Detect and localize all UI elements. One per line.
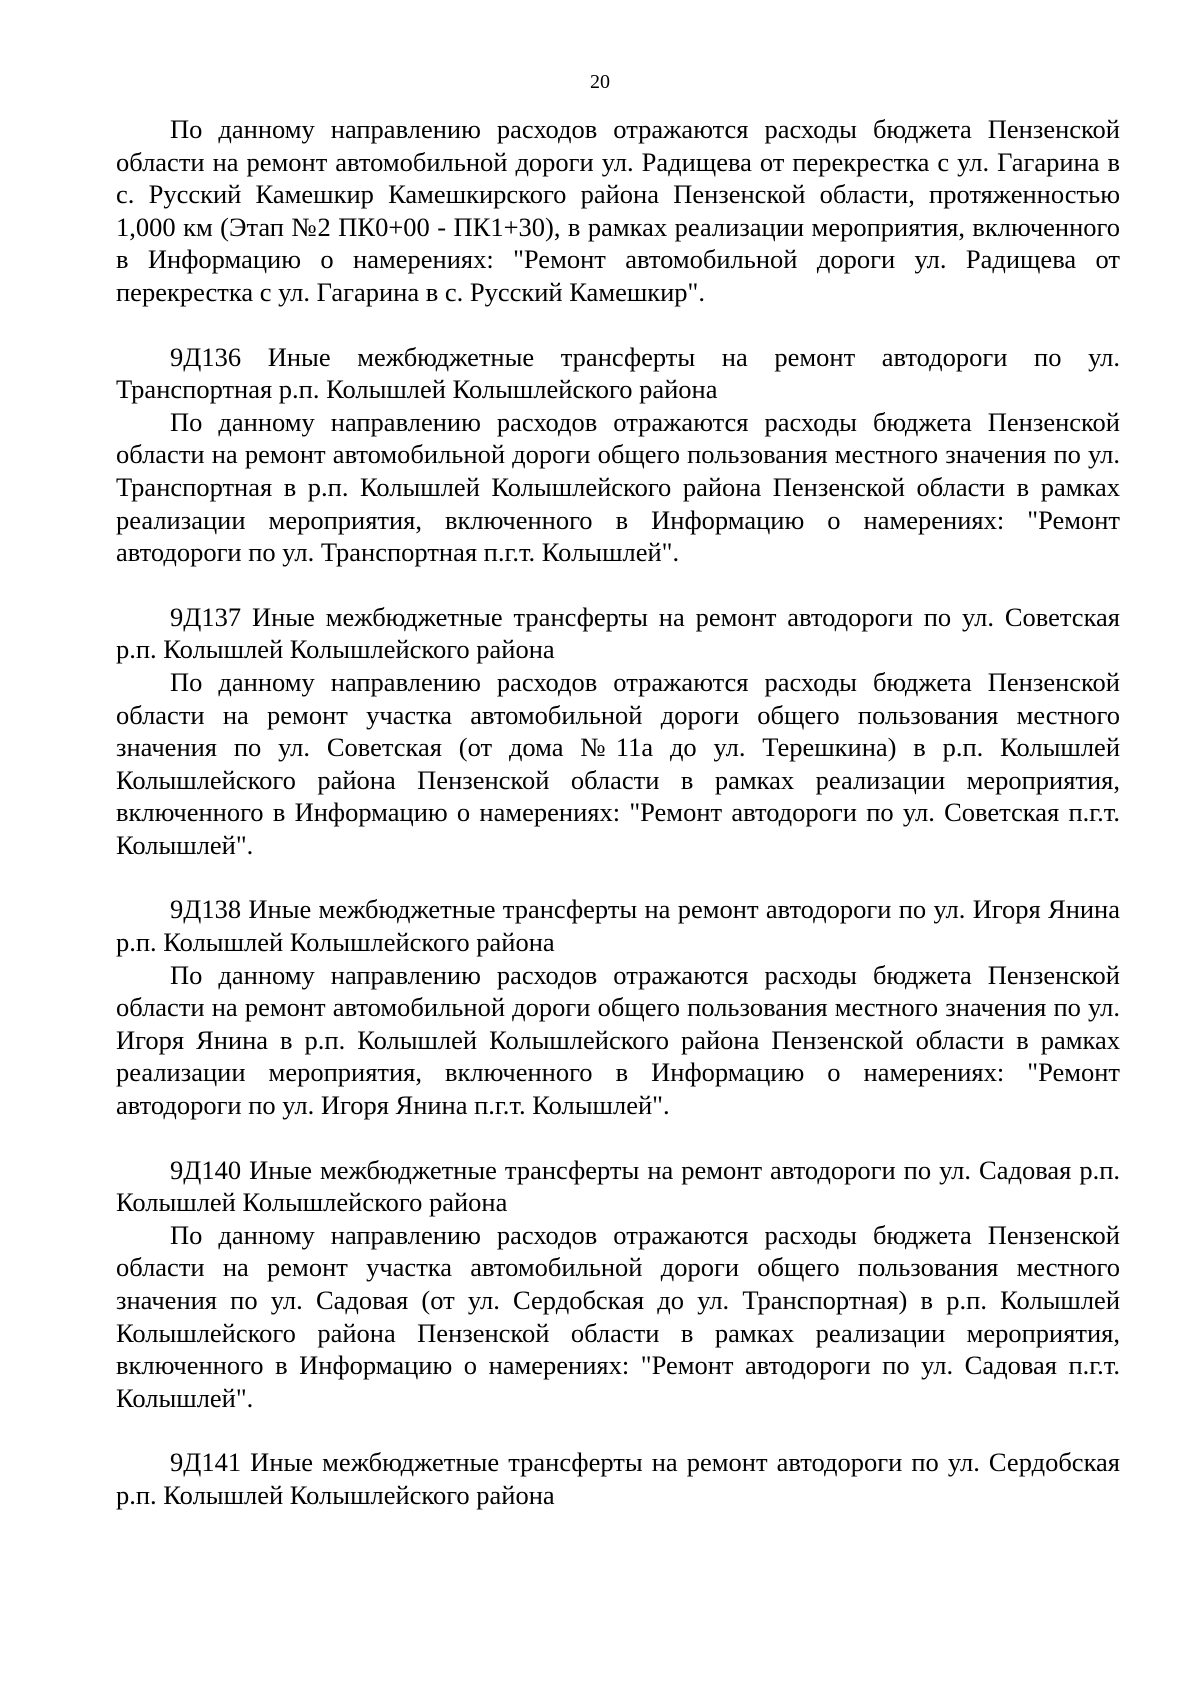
section-5-heading: 9Д141 Иные межбюджетные трансферты на ремонт автодороги по ул. Сердобская р.п. Колышлей Колышлейского района [116,1447,1120,1510]
section-2-body: По данному направлению расходов отражаются расходы бюджета Пензенской области на ремонт участка автомобильной дороги общего пользования местного значения по ул. Советская (от дома №11а до ул. Терешкина) в р.п. Колышлей Колышлейского района Пензенской области в рамках реализации мероприятия, включенного в Информацию о намерениях: "Ремонт автодороги по ул. Советская п.г.т. Колышлей". [116,666,1120,860]
document-body [116,113,1120,1512]
section-1-heading: 9Д136 Иные межбюджетные трансферты на ремонт автодороги по ул. Транспортная р.п. Колышлей Колышлейского района [116,341,1120,405]
section-4-body: По данному направлению расходов отражаются расходы бюджета Пензенской области на ремонт участка автомобильной дороги общего пользования местного значения по ул. Садовая (от ул. Сердобская до ул. Транспортная) в р.п. Колышлей Колышлейского района Пензенской области в рамках реализации мероприятия, включенного в Информацию о намерениях: "Ремонт автодороги по ул. Садовая п.г.т. Колышлей". [116,1219,1120,1413]
section-2-heading: 9Д137 Иные межбюджетные трансферты на ремонт автодороги по ул. Советская р.п. Колышлей Колышлейского района [116,601,1120,665]
paragraph-gap [116,309,1120,341]
section-0-body: По данному направлению расходов отражаются расходы бюджета Пензенской области на ремонт автомобильной дороги ул. Радищева от перекрестка с ул. Гагарина в с. Русский Камешкир Камешкирского района Пензенской области, протяженностью 1,000 км (Этап №2 ПК0+00 - ПК1+30), в рамках реализации мероприятия, включенного в Информацию о намерениях: "Ремонт автомобильной дороги ул. Радищева от перекрестка с ул. Гагарина в с. Русский Камешкир". [116,114,1120,307]
paragraph-gap [116,569,1120,601]
section-3-body: По данному направлению расходов отражаются расходы бюджета Пензенской области на ремонт автомобильной дороги общего пользования местного значения по ул. Игоря Янина в р.п. Колышлей Колышлейского района Пензенской области в рамках реализации мероприятия, включенного в Информацию о намерениях: "Ремонт автодороги по ул. Игоря Янина п.г.т. Колышлей". [116,959,1120,1121]
section-1-body: По данному направлению расходов отражаются расходы бюджета Пензенской области на ремонт автомобильной дороги общего пользования местного значения по ул. Транспортная в р.п. Колышлей Колышлейского района Пензенской области в рамках реализации мероприятия, включенного в Информацию о намерениях: "Ремонт автодороги по ул. Транспортная п.г.т. Колышлей". [116,406,1120,568]
paragraph-gap [116,1414,1120,1446]
page-number: 20 [590,71,610,93]
paragraph-gap [116,1122,1120,1154]
section-3-heading: 9Д138 Иные межбюджетные трансферты на ремонт автодороги по ул. Игоря Янина р.п. Колышлей Колышлейского района [116,894,1120,958]
section-4-heading: 9Д140 Иные межбюджетные трансферты на ремонт автодороги по ул. Садовая р.п. Колышлей Колышлейского района [116,1154,1120,1218]
paragraph-gap [116,861,1120,893]
